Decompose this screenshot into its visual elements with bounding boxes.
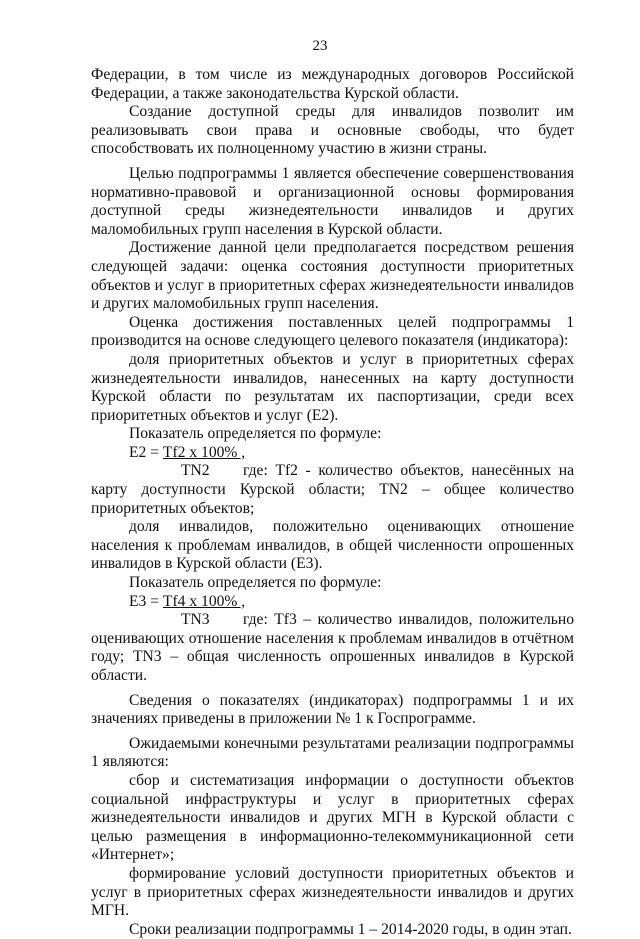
- formula-explanation: где: Tf3 – количество инвалидов, положительно оценивающих отношение населения к проблемам инвалидов в отчётном году; TN3 – общая численность опрошенных инвалидов в Курской области.: [91, 611, 574, 684]
- formula-denominator: TN3: [181, 611, 210, 629]
- formula-e3: [91, 593, 574, 612]
- formula-numerator: Tf2 x 100% ,: [162, 443, 246, 461]
- formula-denominator: TN2: [181, 462, 210, 480]
- paragraph: Показатель определяется по формуле:: [129, 425, 382, 443]
- paragraph: Показатель определяется по формуле:: [129, 574, 382, 592]
- page-number: 23: [312, 38, 328, 54]
- formula-e2: [91, 444, 574, 463]
- paragraph: доля приоритетных объектов и услуг в приоритетных сферах жизнедеятельности инвалидов, нанесенных на карту доступности Курской области по результатам их паспортизации, среди всех приоритетных объектов и услуг (Е2).: [91, 350, 574, 424]
- paragraph: Оценка достижения поставленных целей подпрограммы 1 производится на основе следующего целевого показателя (индикатора):: [91, 313, 574, 350]
- paragraph: доля инвалидов, положительно оценивающих отношение населения к проблемам инвалидов, в общей численности опрошенных инвалидов в Курской области (Е3).: [91, 518, 574, 573]
- paragraph: сбор и систематизация информации о доступности объектов социальной инфраструктуры и услуг в приоритетных сферах жизнедеятельности инвалидов и других МГН в Курской области с целью размещения в информационно-телекоммуникационной сети «Интернет»;: [91, 771, 574, 864]
- formula-lhs: Е3 =: [129, 592, 163, 610]
- paragraph: формирование условий доступности приоритетных объектов и услуг в приоритетных сферах жизнедеятельности инвалидов и других МГН.: [91, 864, 574, 920]
- paragraph: Сроки реализации подпрограммы 1 – 2014-2020 годы, в один этап.: [129, 920, 572, 938]
- paragraph: Целью подпрограммы 1 является обеспечение совершенствования нормативно-правовой и организационной основы формирования доступной среды жизнедеятельности инвалидов и других маломобильных групп населения в Курской области.: [91, 164, 574, 238]
- formula-e2-explanation-line: [91, 462, 574, 518]
- paragraph: Сведения о показателях (индикаторах) подпрограммы 1 и их значениях приведены в приложении № 1 к Госпрограмме.: [91, 691, 574, 728]
- formula-explanation: где: Tf2 - количество объектов, нанесённых на карту доступности Курской области; TN2 – общее количество приоритетных объектов;: [91, 462, 574, 517]
- paragraph: Федерации, в том числе из международных договоров Российской Федерации, а также законодательства Курской области.: [91, 66, 574, 102]
- paragraph: Достижение данной цели предполагается посредством решения следующей задачи: оценка состояния доступности приоритетных объектов и услуг в приоритетных сферах жизнедеятельности инвалидов и других маломобильных групп населения.: [91, 239, 574, 313]
- formula-numerator: Tf4 x 100% ,: [162, 592, 246, 610]
- formula-lhs: Е2 =: [129, 443, 163, 461]
- document-body: [91, 66, 574, 939]
- paragraph: Создание доступной среды для инвалидов позволит им реализовывать свои права и основные свободы, что будет способствовать их полноценному участию в жизни страны.: [91, 103, 574, 158]
- formula-e3-explanation-line: [91, 611, 574, 685]
- paragraph: Ожидаемыми конечными результатами реализации подпрограммы 1 являются:: [91, 734, 574, 771]
